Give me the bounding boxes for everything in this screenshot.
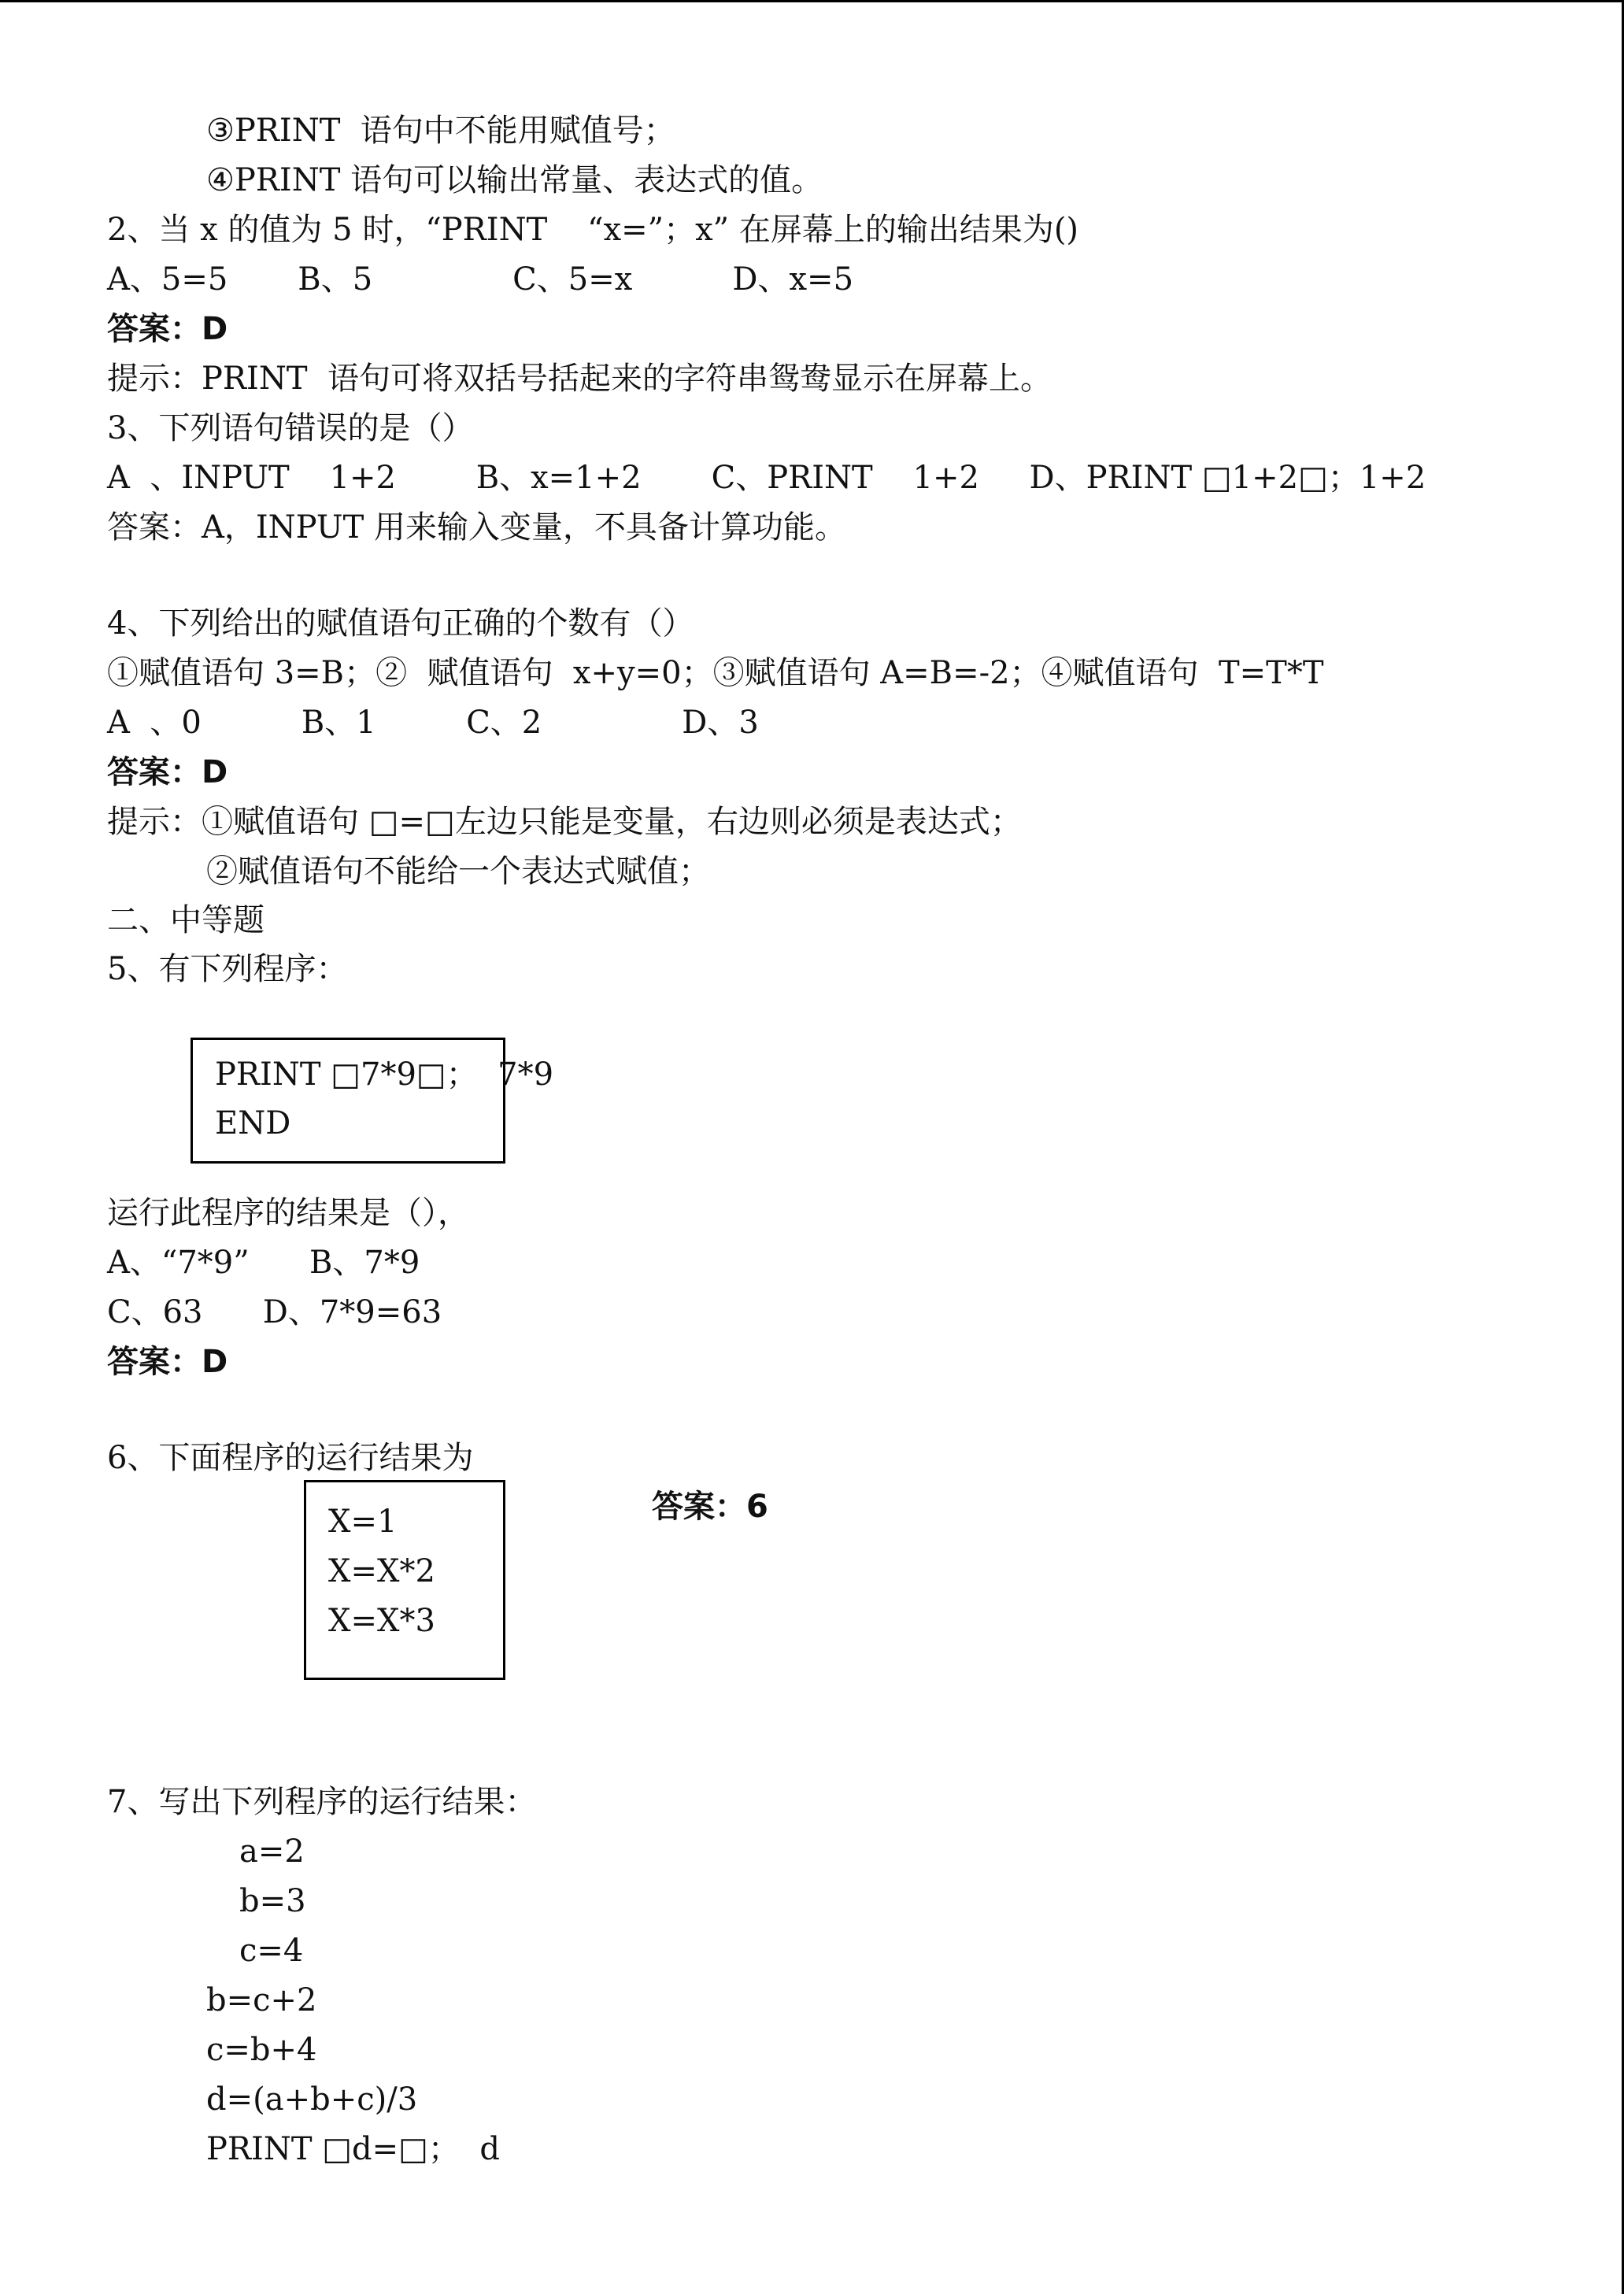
- code-line: PRINT □7*9□； 7*9: [215, 1056, 554, 1093]
- options-2: A、5=5 B、5 C、5=x D、x=5: [107, 261, 854, 298]
- code-line: a=2: [239, 1833, 305, 1870]
- hint-4: 提示：①赋值语句 □=□左边只能是变量，右边则必须是表达式；: [107, 804, 1022, 840]
- answer-4: 答案：D: [107, 754, 228, 790]
- question-5-result: 运行此程序的结果是（），: [107, 1195, 469, 1231]
- code-line: X=X*3: [328, 1603, 435, 1639]
- page-top-border: [0, 0, 1624, 2]
- question-5: 5、有下列程序：: [107, 951, 348, 987]
- hint-2: 提示：PRINT 语句可将双括号括起来的字符串鸳鸯显示在屏幕上。: [107, 361, 1052, 397]
- code-line: X=1: [328, 1504, 398, 1540]
- text-line: ③PRINT 语句中不能用赋值号；: [206, 113, 675, 149]
- section-title: 二、中等题: [107, 902, 265, 938]
- statements-4: ①赋值语句 3=B；② 赋值语句 x+y=0；③赋值语句 A=B=-2；④赋值语句 T=T*T: [107, 655, 1324, 691]
- question-4: 4、下列给出的赋值语句正确的个数有（）: [107, 605, 694, 642]
- code-line: c=b+4: [206, 2032, 317, 2068]
- options-5b: C、63 D、7*9=63: [107, 1294, 442, 1330]
- options-5a: A、“7*9” B、7*9: [107, 1245, 420, 1281]
- options-4: A 、0 B、1 C、2 D、3: [107, 705, 759, 741]
- code-line: c=4: [239, 1933, 304, 1969]
- program-box-5: [191, 1038, 554, 1164]
- code-line: d=(a+b+c)/3: [206, 2081, 418, 2118]
- answer-6: 答案：6: [652, 1489, 768, 1525]
- question-2: 2、当 x 的值为 5 时，“PRINT “x=”；x” 在屏幕上的输出结果为(): [107, 212, 1079, 248]
- code-line: b=3: [239, 1883, 306, 1919]
- hint-4-cont: ②赋值语句不能给一个表达式赋值；: [206, 853, 710, 890]
- question-7: 7、写出下列程序的运行结果：: [107, 1784, 537, 1820]
- answer-5: 答案：D: [107, 1344, 228, 1380]
- code-line: X=X*2: [328, 1553, 435, 1589]
- code-line: PRINT □d=□； d: [206, 2131, 500, 2167]
- answer-2: 答案：D: [107, 311, 228, 347]
- options-3: A 、INPUT 1+2 B、x=1+2 C、PRINT 1+2 D、PRINT □1+2□；1+2: [107, 460, 1426, 496]
- code-line: END: [215, 1105, 291, 1141]
- answer-3: 答案：A，INPUT 用来输入变量，不具备计算功能。: [107, 509, 847, 546]
- code-line: b=c+2: [206, 1982, 317, 2018]
- question-3: 3、下列语句错误的是（）: [107, 410, 474, 446]
- question-6: 6、下面程序的运行结果为: [107, 1440, 474, 1476]
- program-box-6: [304, 1480, 505, 1680]
- text-line: ④PRINT 语句可以输出常量、表达式的值。: [206, 162, 823, 198]
